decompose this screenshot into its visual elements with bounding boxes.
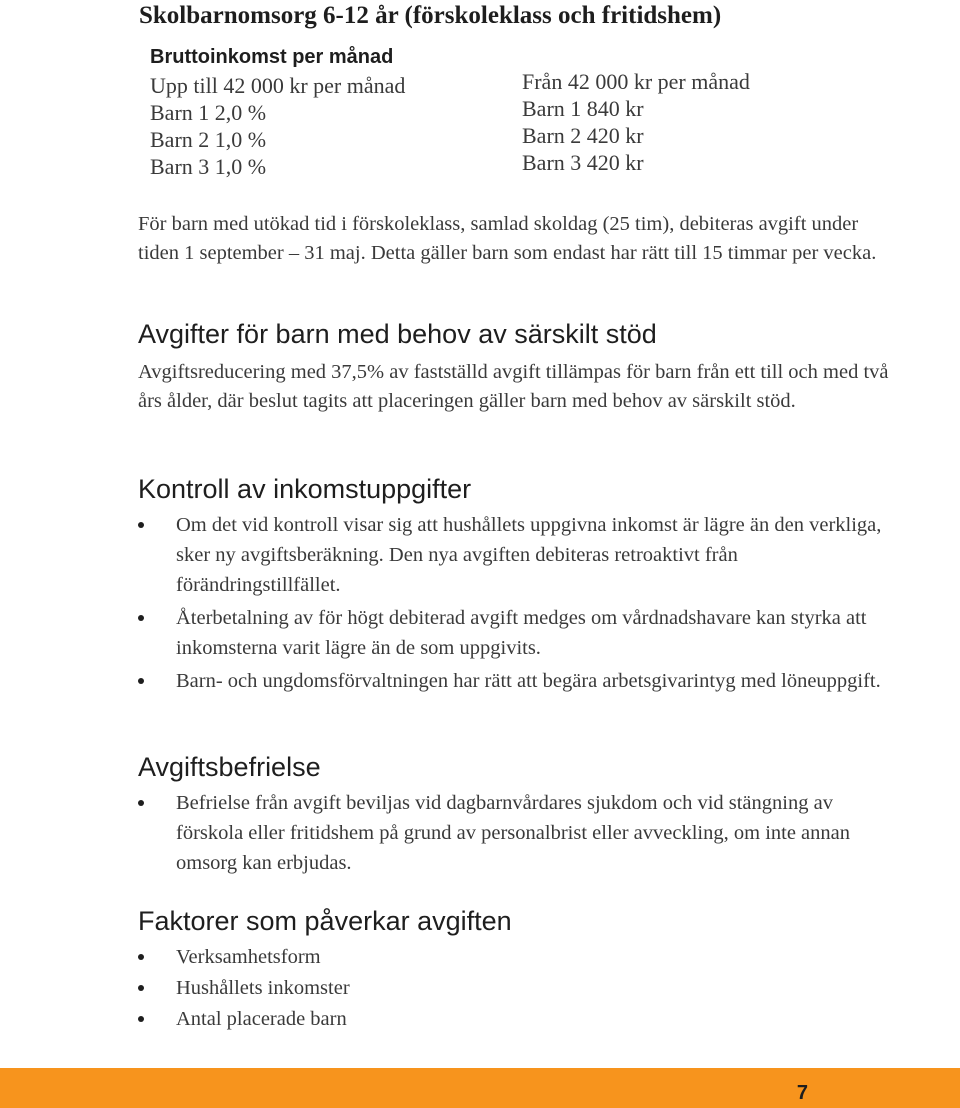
list-item (138, 1004, 898, 1034)
exemption-list (138, 788, 898, 881)
list-item (138, 788, 898, 878)
bullet-icon (138, 954, 144, 960)
exemption-heading: Avgiftsbefrielse (138, 752, 321, 782)
income-control-heading: Kontroll av inkomstuppgifter (138, 474, 472, 504)
income-left-line: Barn 3 1,0 % (150, 154, 267, 179)
income-right-column (522, 68, 750, 176)
bullet-icon (138, 985, 144, 991)
bullet-icon (138, 678, 144, 684)
income-left-line: Upp till 42 000 kr per månad (150, 73, 406, 98)
bullet-icon (138, 800, 144, 806)
income-left-line: Barn 1 2,0 % (150, 100, 267, 125)
list-item-text: Antal placerade barn (176, 1008, 347, 1030)
factors-list (138, 942, 898, 1035)
factors-heading: Faktorer som påverkar avgiften (138, 906, 512, 936)
extended-time-note: För barn med utökad tid i förskoleklass, samlad skoldag (25 tim), debiteras avgift under tiden 1 september – 31 maj. Detta gäller barn som endast har rätt till 15 timmar per vecka. (138, 213, 877, 264)
page-title: Skolbarnomsorg 6-12 år (förskoleklass och fritidshem) (139, 2, 722, 29)
income-right-line: Från 42 000 kr per månad (522, 69, 750, 94)
income-control-list (138, 510, 898, 699)
bullet-icon (138, 522, 144, 528)
page-number: 7 (796, 1082, 808, 1104)
list-item (138, 942, 898, 972)
bullet-icon (138, 1016, 144, 1022)
list-item-text: Barn- och ungdomsförvaltningen har rätt att begära arbetsgivarintyg med löneuppgift. (176, 670, 881, 692)
list-item-text: Hushållets inkomster (176, 977, 350, 999)
list-item (138, 973, 898, 1003)
income-left-column (150, 72, 405, 180)
income-right-line: Barn 3 420 kr (522, 150, 644, 175)
income-right-line: Barn 2 420 kr (522, 123, 644, 148)
list-item-text: Återbetalning av för högt debiterad avgift medges om vårdnadshavare kan styrka att inkomsterna varit lägre än de som uppgivits. (176, 607, 867, 659)
special-support-heading: Avgifter för barn med behov av särskilt stöd (138, 319, 657, 349)
list-item-text: Befrielse från avgift beviljas vid dagbarnvårdares sjukdom och vid stängning av förskola eller fritidshem på grund av personalbrist eller avveckling, om inte annan omsorg kan erbjudas. (176, 792, 851, 874)
list-item-text: Om det vid kontroll visar sig att hushållets uppgivna inkomst är lägre än den verkliga, sker ny avgiftsberäkning. Den nya avgiften debiteras retroaktivt från förändringstillfället. (176, 514, 882, 596)
list-item (138, 603, 898, 663)
income-heading: Bruttoinkomst per månad (150, 46, 394, 68)
list-item (138, 666, 898, 696)
list-item (138, 510, 898, 600)
footer-bar (0, 1068, 960, 1108)
income-right-line: Barn 1 840 kr (522, 96, 644, 121)
income-left-line: Barn 2 1,0 % (150, 127, 267, 152)
bullet-icon (138, 615, 144, 621)
special-support-text: Avgiftsreducering med 37,5% av fastställd avgift tillämpas för barn från ett till och med två års ålder, där beslut tagits att placeringen gäller barn med behov av särskilt stöd. (138, 361, 889, 412)
list-item-text: Verksamhetsform (176, 946, 321, 968)
